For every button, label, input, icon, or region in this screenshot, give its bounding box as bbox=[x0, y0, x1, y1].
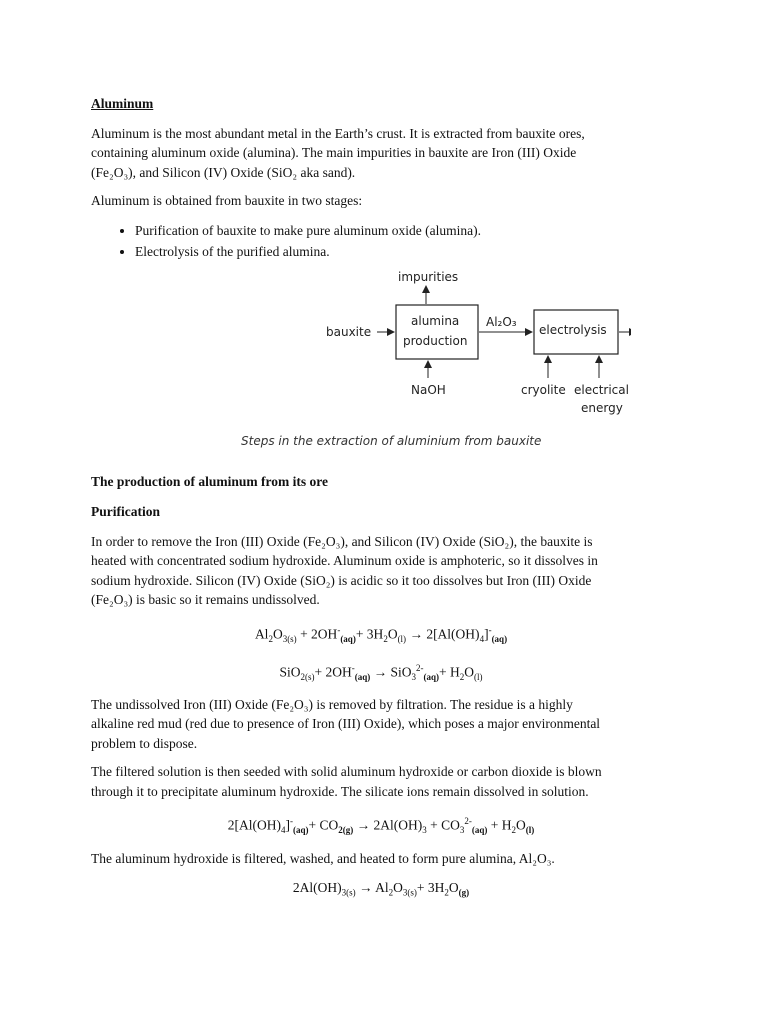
document-page bbox=[91, 94, 671, 911]
list-item: • Purification of bauxite to make pure aluminum oxide (alumina). bbox=[135, 220, 671, 241]
production-heading: The production of aluminum from its ore bbox=[91, 473, 329, 489]
purification-line: sodium hydroxide. Silicon (IV) Oxide (SiO₂) is acidic so it too dissolves but Iron (III) Oxide bbox=[91, 572, 592, 588]
intro-line: containing aluminum oxide (alumina). The main impurities in bauxite are Iron (III) Oxide bbox=[91, 145, 577, 160]
filtration-line: problem to dispose. bbox=[91, 735, 198, 751]
seeding-line: The filtered solution is then seeded with solid aluminum hydroxide or carbon dioxide is blown bbox=[91, 764, 602, 780]
stages-intro: Aluminum is obtained from bauxite in two stages: bbox=[91, 193, 363, 208]
diagram-caption: Steps in the extraction of aluminium from bauxite bbox=[241, 433, 542, 448]
production-label: production bbox=[403, 333, 468, 348]
purification-line: (Fe₂O₃) is basic so it remains undissolved. bbox=[91, 592, 320, 607]
equation-2: $SiO_{2(s)}+ 2OH^-_{(aq)} \to SiO_3^{2-}_{(aq)}+ H_2O_{(l)}$ bbox=[279, 662, 483, 682]
extraction-diagram bbox=[231, 270, 631, 460]
intro-line: Aluminum is the most abundant metal in the Earth’s crust. It is extracted from bauxite ores, bbox=[91, 125, 585, 141]
seeding-paragraph bbox=[91, 762, 671, 801]
electrolysis-label: electrolysis bbox=[539, 322, 607, 337]
page-title: Aluminum bbox=[91, 96, 154, 111]
seeding-line: through it to precipitate aluminum hydroxide. The silicate ions remain dissolved in solution. bbox=[91, 783, 589, 799]
alumina-label: alumina bbox=[411, 313, 460, 328]
intro-paragraph bbox=[91, 124, 671, 183]
purification-line: In order to remove the Iron (III) Oxide (Fe₂O₃), and Silicon (IV) Oxide (SiO₂), the bauxite is bbox=[91, 533, 593, 549]
stages-list bbox=[91, 220, 671, 262]
impurities-label: impurities bbox=[398, 269, 459, 284]
energy-label: energy bbox=[581, 400, 623, 415]
equation-1: $Al_2O_{3(s)} + 2OH^-_{(aq)}+ 3H_2O_{(l)} \to 2[Al(OH)_4]^-_{(aq)}$ bbox=[254, 624, 508, 644]
filtration-line: The undissolved Iron (III) Oxide (Fe₂O₃) is removed by filtration. The residue is a highly bbox=[91, 696, 573, 712]
purification-heading: Purification bbox=[91, 504, 160, 519]
final-paragraph: The aluminum hydroxide is filtered, washed, and heated to form pure alumina, Al₂O₃. bbox=[91, 850, 555, 866]
electrical-label: electrical bbox=[574, 382, 629, 397]
list-item: • Electrolysis of the purified alumina. bbox=[135, 241, 671, 262]
filtration-line: alkaline red mud (red due to presence of Iron (III) Oxide), which poses a major environmental bbox=[91, 716, 601, 732]
al2o3-label: Al₂O₃ bbox=[486, 314, 517, 329]
filtration-paragraph bbox=[91, 695, 671, 754]
purification-line: heated with concentrated sodium hydroxide. Aluminum oxide is amphoteric, so it dissolves in bbox=[91, 553, 598, 568]
naoh-label: NaOH bbox=[411, 382, 446, 397]
bauxite-label: bauxite bbox=[326, 324, 372, 339]
purification-paragraph bbox=[91, 532, 671, 610]
equation-3: $2[Al(OH)_4]^-_{(aq)}+ CO_{2(g)} \to 2Al(OH)_3 + CO_3^{2-}_{(aq)} + H_2O_{(l)}$ bbox=[227, 816, 535, 836]
diagram-lines bbox=[231, 270, 631, 460]
cryolite-label: cryolite bbox=[521, 382, 566, 397]
equation-4: $2Al(OH)_{3(s)} \to Al_2O_{3(s)}+ 3H_2O_{(g)}$ bbox=[292, 880, 470, 898]
intro-line: (Fe₂O₃), and Silicon (IV) Oxide (SiO₂ aka sand). bbox=[91, 164, 356, 180]
